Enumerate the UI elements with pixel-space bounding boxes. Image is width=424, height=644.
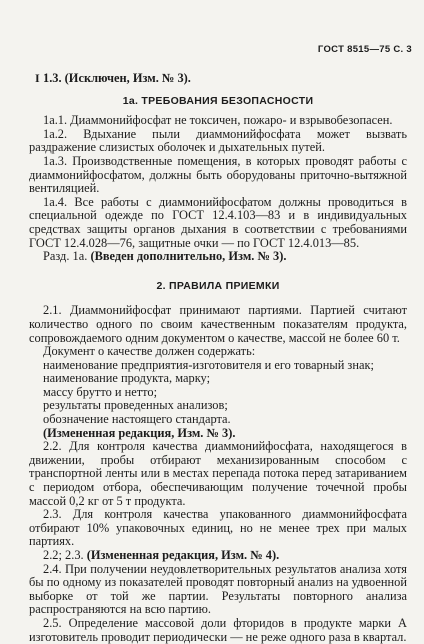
clause-1a-1: 1а.1. Диаммонийфосфат не токсичен, пожаро- и взрывобезопасен. xyxy=(43,113,393,128)
clause-2-5: 2.5. Определение массовой доли фторидов в продукте марки А изготовитель проводит периодически — не реже одного раза в квартал. xyxy=(29,615,407,644)
doc-contents-intro: Документ о качестве должен содержать: xyxy=(43,344,256,359)
clause-2-1: 2.1. Диаммонийфосфат принимают партиями. Партией считают количество одного по своим качественным показателям продукта, сопровождаемого одним документом о качестве, массой не более 60 т. xyxy=(29,303,407,345)
clause-1a-4: 1а.4. Все работы с диаммонийфосфатом должны проводиться в специальной одежде по ГОСТ 12.4.103—83 и в индивидуальных средствах защиты органов дыхания в соответствии с требованиями ГОСТ 12.4.028—76, защитные очки — по ГОСТ 12.4.013—85. xyxy=(29,194,407,250)
page-header: ГОСТ 8515—75 С. 3 xyxy=(317,44,412,55)
doc-contents-item: наименование предприятия-изготовителя и его товарный знак; xyxy=(43,357,374,372)
amendment-note-2-1: (Измененная редакция, Изм. № 3). xyxy=(43,425,236,440)
section-2-title: 2. ПРАВИЛА ПРИЕМКИ xyxy=(156,279,280,292)
clause-2-2: 2.2. Для контроля качества диаммонийфосфата, находящегося в движении, пробы отбирают механизированным способом с транспортной ленты или в местах перепада потока перед затариванием с периодом отбора, обеспечивающим получение точечной пробы массой 0,2 кг от 5 т продукта. xyxy=(29,439,407,508)
amendment-note-1a: Разд. 1а. (Введен дополнительно, Изм. № 3). xyxy=(43,249,287,264)
amendment-note-2-2-2-3: 2.2; 2.3. (Измененная редакция, Изм. № 4). xyxy=(43,548,280,562)
clause-1a-3: 1а.3. Производственные помещения, в которых проводят работы с диаммонийфосфатом, должны быть оборудованы приточно-вытяжной вентиляцией. xyxy=(29,153,407,196)
clause-1-3: I 1.3. (Исключен, Изм. № 3). xyxy=(35,71,191,85)
clause-2-4: 2.4. При получении неудовлетворительных результатов анализа хотя бы по одному из показателей проводят повторный анализ на удвоенной выборке от той же партии. Результаты повторного анализа распространяются на всю партию. xyxy=(29,561,407,617)
section-1a-title: 1а. ТРЕБОВАНИЯ БЕЗОПАСНОСТИ xyxy=(122,94,314,107)
doc-contents-item: массу брутто и нетто; xyxy=(43,384,158,399)
doc-contents-item: результаты проведенных анализов; xyxy=(43,398,228,413)
doc-contents-item: наименование продукта, марку; xyxy=(43,371,211,386)
clause-1a-2: 1а.2. Вдыхание пыли диаммонийфосфата может вызвать раздражение слизистых оболочек и дыхательных путей. xyxy=(29,126,407,155)
clause-2-3: 2.3. Для контроля качества упакованного диаммонийфосфата отбирают 10% упаковочных единиц, но не менее трех при малых партиях. xyxy=(29,507,407,549)
document-body xyxy=(29,72,407,644)
doc-contents-item: обозначение настоящего стандарта. xyxy=(43,412,231,427)
